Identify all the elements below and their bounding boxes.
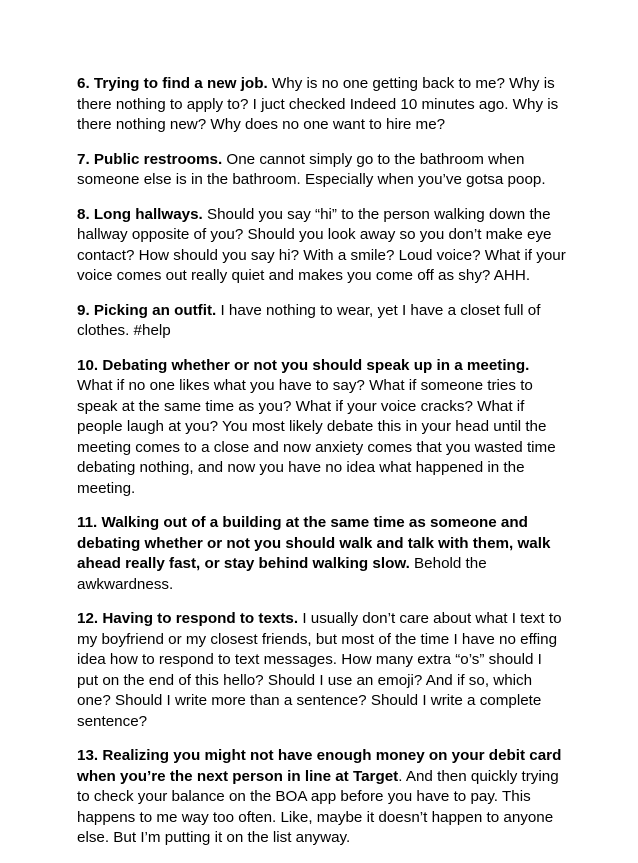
item-heading: 12. Having to respond to texts. <box>77 610 299 627</box>
list-item-10 <box>77 356 567 500</box>
item-text: What if no one likes what you have to say? What if someone tries to speak at the same time as you? What if your voice cracks? What if people laugh at you? You most likely debate this in your head until the meeting comes to a close and now anxiety comes that you wasted time debating nothing, and now you have no idea what happened in the meeting. <box>77 377 556 497</box>
item-text: . And then quickly trying to check your balance on the BOA app before you have to pay. This happens to me way too often. Like, maybe it doesn’t happen to anyone else. But I’m putting it on the list anyway. <box>77 767 559 846</box>
item-heading: 11. Walking out of a building at the same time as someone and debating whether or not you should walk and talk with them, walk ahead really fast, or stay behind walking slow. <box>77 514 551 572</box>
item-heading: 7. Public restrooms. <box>77 150 223 168</box>
list-item-13 <box>77 746 567 849</box>
item-text: Why is no one getting back to me? Why is there nothing to apply to? I juct checked Indeed 10 minutes ago. Why is there nothing new? Why does no one want to hire me? <box>77 75 559 133</box>
list-item-11 <box>77 513 567 595</box>
item-heading: 6. Trying to find a new job. <box>77 75 268 92</box>
list-item-6 <box>77 74 567 136</box>
item-text: Behold the awkwardness. <box>77 555 487 593</box>
item-heading: 9. Picking an outfit. <box>77 301 217 319</box>
document-body <box>77 74 567 863</box>
item-heading: 10. Debating whether or not you should speak up in a meeting. <box>77 356 530 374</box>
item-text: One cannot simply go to the bathroom when someone else is in the bathroom. Especially when you’ve gotsa poop. <box>77 150 546 188</box>
item-heading: 13. Realizing you might not have enough money on your debit card when you’re the next person in line at Target <box>77 747 562 785</box>
list-item-9 <box>77 301 567 342</box>
list-item-7 <box>77 150 567 191</box>
item-text: I have nothing to wear, yet I have a closet full of clothes. #help <box>77 301 541 339</box>
list-item-8 <box>77 205 567 287</box>
list-item-12 <box>77 609 567 732</box>
item-heading: 8. Long hallways. <box>77 205 203 223</box>
item-text: I usually don’t care about what I text to my boyfriend or my closest friends, but most of the time I have no effing idea how to respond to text messages. How many extra “o’s” should I put on the end of this hello? Should I use an emoji? And if so, which one? Should I write more than a sentence? Should I write a complete sentence? <box>77 610 562 730</box>
item-text: Should you say “hi” to the person walking down the hallway opposite of you? Should you look away so you don’t make eye contact? How should you say hi? With a smile? Loud voice? What if your voice comes out really quiet and makes you come off as shy? AHH. <box>77 205 566 284</box>
